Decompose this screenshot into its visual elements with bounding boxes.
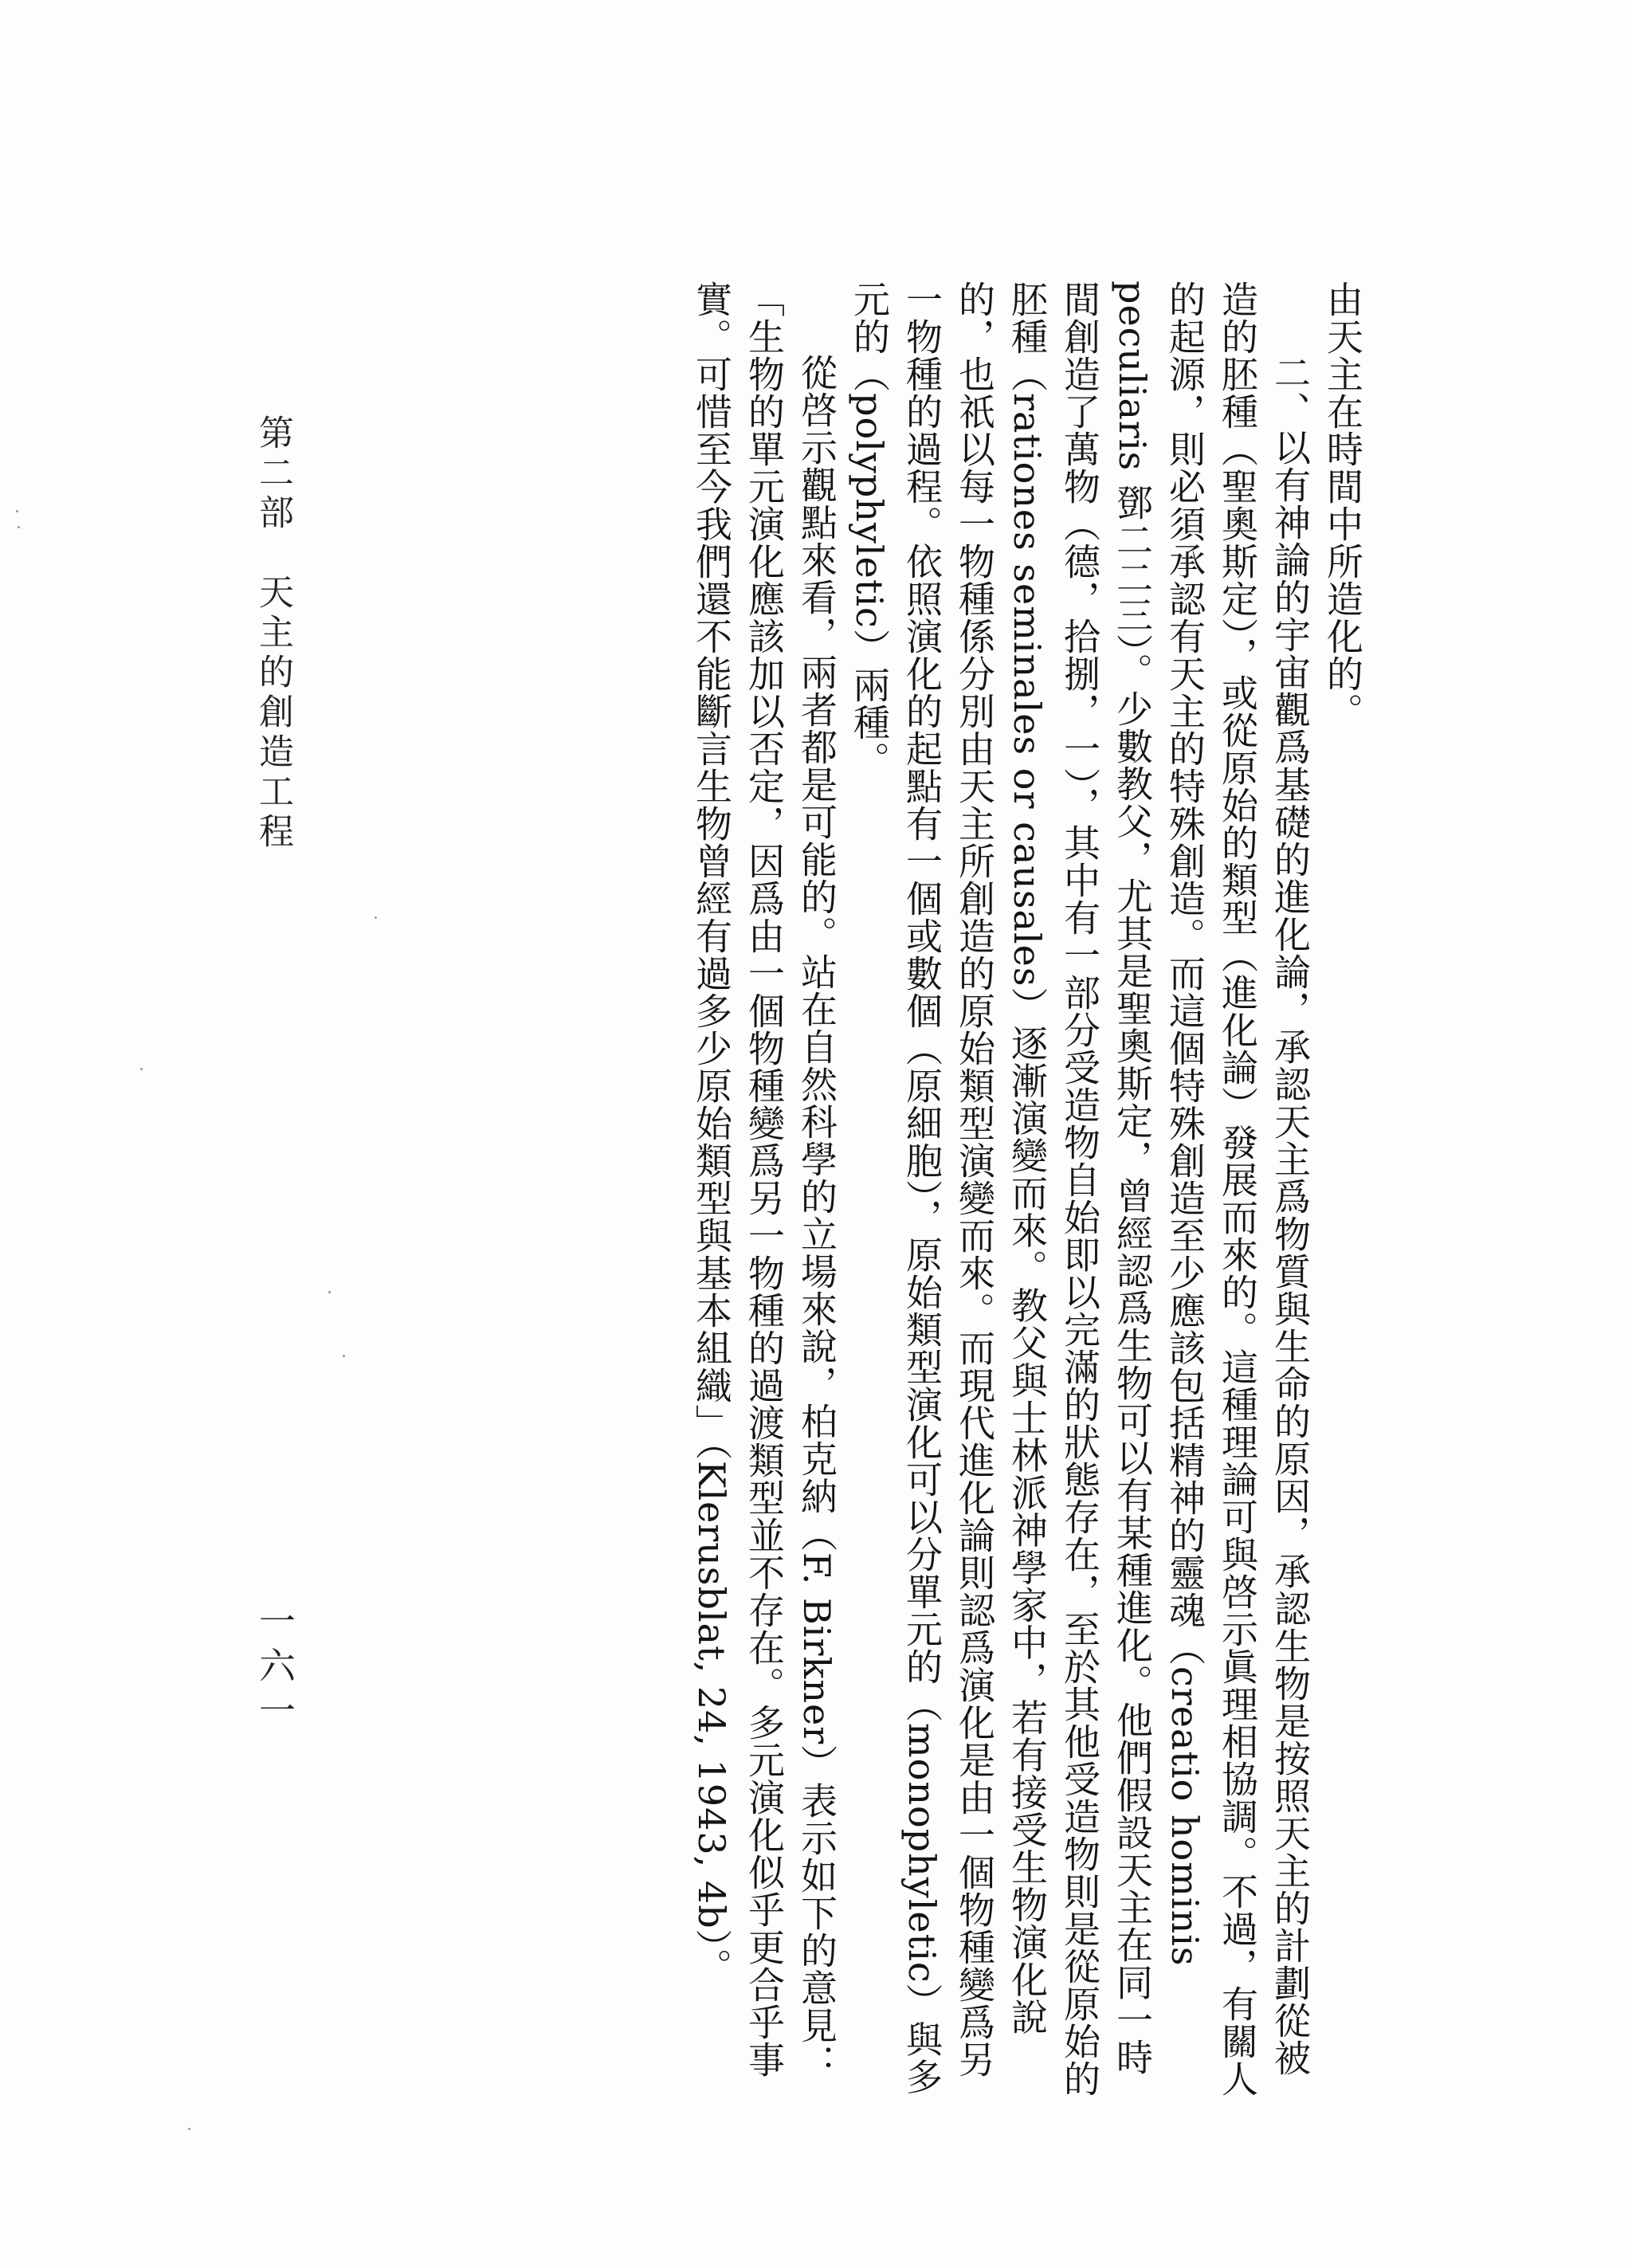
scan-speck: [16, 510, 18, 512]
paragraph-3: 從啓示觀點來看，兩者都是可能的。站在自然科學的立場來說，柏克納（F. Birkner）表示如下的意見：「生物的單元演化應該加以否定，因爲由一個物種變爲另一物種的過渡類型並不存在。多元演化似乎更合乎事實。可惜至今我們還不能斷言生物曾經有過多少原始類型與基本組織」（Klerusblat, 24, 1943, 4b）。: [690, 281, 838, 2082]
running-head: 第二部 天主的創造工程: [253, 414, 293, 853]
paragraph-2: 二、以有神論的宇宙觀爲基礎的進化論，承認天主爲物質與生命的原因，承認生物是按照天主的計劃從被造的胚種（聖奧斯定），或從原始的類型（進化論）發展而來的。這種理論可與啓示眞理相協調。不過，有關人的起源，則必須承認有天主的特殊創造。而這個特殊創造至少應該包括精神的靈魂（creatio hominis peculiaris 鄧二二三）。少數教父，尤其是聖奧斯定，曾經認爲生物可以有某種進化。他們假設天主在同一時間創造了萬物（德，拾捌，一），其中有一部分受造物自始即以完滿的狀態存在，至於其他受造物則是從原始的胚種（rationes seminales or causales）逐漸演變而來。教父與士林派神學家中，若有接受生物演化說的，也祇以每一物種係分別由天主所創造的原始類型演變而來。而現代進化論則認爲演化是由一個物種變爲另一物種的過程。依照演化的起點有一個或數個（原細胞），原始類型演化可以分單元的（monophyletic）與多元的（polyphyletic）兩種。: [848, 281, 1312, 2097]
scan-speck: [188, 2128, 190, 2130]
scan-speck: [375, 916, 377, 919]
scan-speck: [18, 526, 20, 528]
scan-speck: [343, 1355, 345, 1357]
page-number: 一六一: [253, 1602, 296, 1736]
body-text: [685, 281, 1369, 2097]
scan-speck: [140, 1068, 143, 1070]
paragraph-1: 由天主在時間中所造化的。: [1321, 281, 1364, 730]
scan-speck: [328, 1291, 331, 1293]
